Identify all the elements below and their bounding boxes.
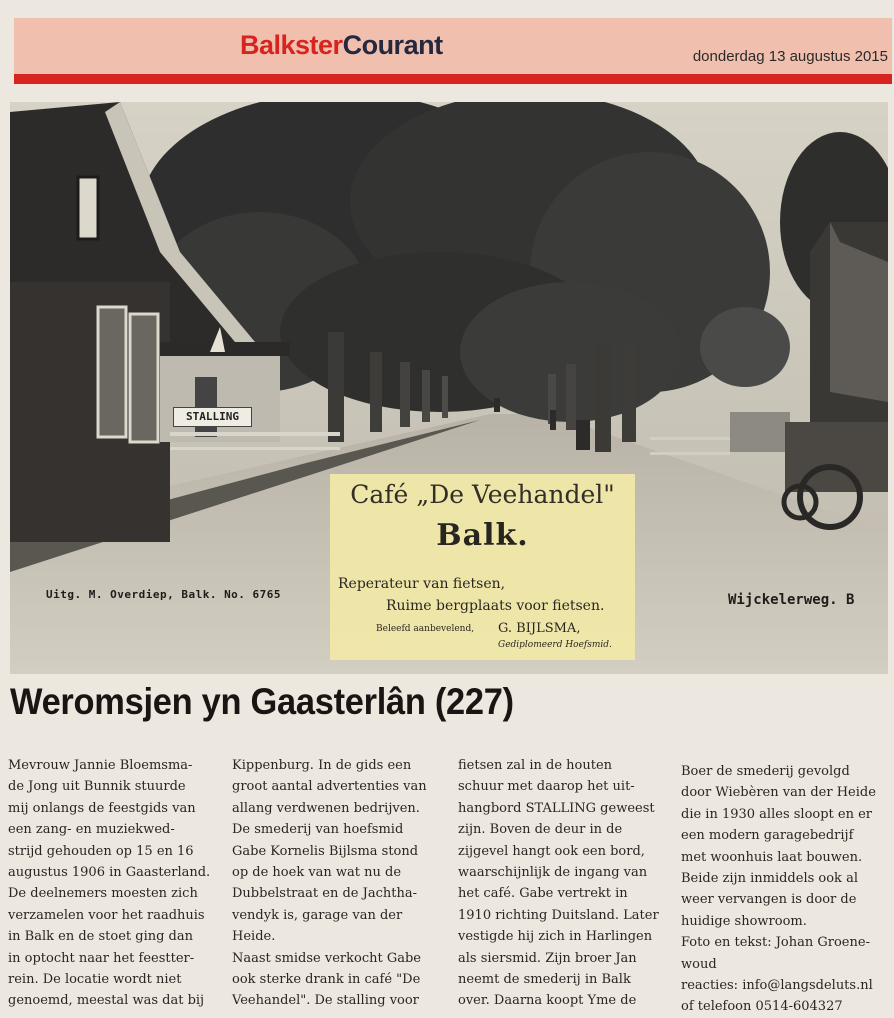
column-line: Beide zijn inmiddels ook al [681, 870, 858, 886]
header-band [14, 18, 892, 74]
column-line: mij onlangs de feestgids van [8, 800, 196, 816]
column-line: 1910 richting Duitsland. Later [458, 907, 659, 923]
column-line: in optocht naar het feestter- [8, 950, 195, 966]
column-line: vestigde hij zich in Harlingen [458, 929, 653, 945]
header-rule [14, 74, 892, 84]
column-line: de Jong uit Bunnik stuurde [8, 779, 186, 795]
ad-owner-title: Gediplomeerd Hoefsmid. [498, 640, 612, 650]
stalling-sign: STALLING [173, 407, 252, 427]
contact-email-line: reacties: info@langsdeluts.nl [681, 977, 873, 993]
ad-recommendation: Beleefd aanbevelend, [376, 624, 475, 634]
column-line: op de hoek van wat nu de [232, 864, 402, 880]
cafe-advertisement [330, 474, 635, 660]
photo-street-caption: Wijckelerweg. B [728, 592, 855, 608]
column-line: huidige showroom. [681, 913, 807, 929]
column-line: Veehandel". De stalling voor [232, 993, 419, 1009]
column-line: ook sterke drank in café "De [232, 971, 421, 987]
masthead-part2: Courant [342, 30, 443, 60]
column-line: over. Daarna koopt Yme de [458, 993, 637, 1009]
column-line: verzamelen voor het raadhuis [8, 907, 205, 923]
masthead-part1: Balkster [240, 30, 343, 60]
column-line: Boer de smederij gevolgd [681, 764, 850, 779]
column-line: De smederij van hoefsmid [232, 822, 404, 838]
column-line: Foto en tekst: Johan Groene- [681, 935, 870, 951]
column-line: genoemd, meestal was dat bij [8, 993, 205, 1009]
column-line: weer vervangen is door de [681, 892, 857, 908]
column-line: rein. De locatie wordt niet [8, 971, 182, 987]
article-column-3 [458, 755, 659, 1012]
column-line: zijgevel hangt ook een bord, [458, 843, 645, 859]
column-line: neemt de smederij in Balk [458, 971, 631, 987]
column-line: Mevrouw Jannie Bloemsma- [8, 758, 193, 773]
masthead-logo [240, 30, 443, 61]
column-line: in Balk en de stoet ging dan [8, 929, 194, 945]
column-line: vendyk is, garage van der [232, 907, 403, 923]
ad-service-storage: Ruime bergplaats voor fietsen. [386, 598, 605, 614]
column-line: het café. Gabe vertrekt in [458, 886, 628, 902]
column-line: Gabe Kornelis Bijlsma stond [232, 843, 419, 859]
photo-publisher-caption: Uitg. M. Overdiep, Balk. No. 6765 [46, 588, 282, 601]
column-line: strijd gehouden op 15 en 16 [8, 843, 194, 859]
column-line: schuur met daarop het uit- [458, 779, 635, 795]
column-line: die in 1930 alles sloopt en er [681, 806, 873, 822]
contact-phone-line: of telefoon 0514-604327 [681, 999, 843, 1015]
article-column-1 [8, 755, 210, 1012]
column-line: als siersmid. Zijn broer Jan [458, 950, 637, 966]
article-headline: Weromsjen yn Gaasterlân (227) [10, 681, 514, 722]
ad-service-repair: Reperateur van fietsen, [338, 576, 506, 592]
article-column-4 [681, 761, 876, 1018]
column-line: Heide. [232, 929, 276, 945]
column-line: een modern garagebedrijf [681, 828, 854, 844]
article-column-2 [232, 755, 427, 1012]
ad-place-name: Balk. [436, 518, 529, 553]
column-line: Dubbelstraat en de Jachtha- [232, 886, 417, 902]
column-line: zijn. Boven de deur in de [458, 822, 623, 838]
column-line: door Wiebèren van der Heide [681, 785, 876, 801]
column-line: De deelnemers moesten zich [8, 886, 198, 902]
issue-date: donderdag 13 augustus 2015 [692, 48, 888, 65]
column-line: Naast smidse verkocht Gabe [232, 950, 421, 966]
column-line: hangbord STALLING geweest [458, 800, 655, 816]
column-line: een zang- en muziekwed- [8, 822, 175, 838]
column-line: fietsen zal in de houten [458, 758, 613, 773]
column-line: woud [681, 956, 717, 972]
ad-owner-name: G. BIJLSMA, [498, 621, 581, 636]
column-line: allang verdwenen bedrijven. [232, 800, 420, 816]
column-line: Kippenburg. In de gids een [232, 758, 412, 773]
ad-cafe-name: Café „De Veehandel" [350, 480, 615, 509]
column-line: augustus 1906 in Gaasterland. [8, 864, 211, 880]
column-line: met woonhuis laat bouwen. [681, 849, 863, 865]
column-line: groot aantal advertenties van [232, 779, 427, 795]
column-line: waarschijnlijk de ingang van [458, 864, 648, 880]
